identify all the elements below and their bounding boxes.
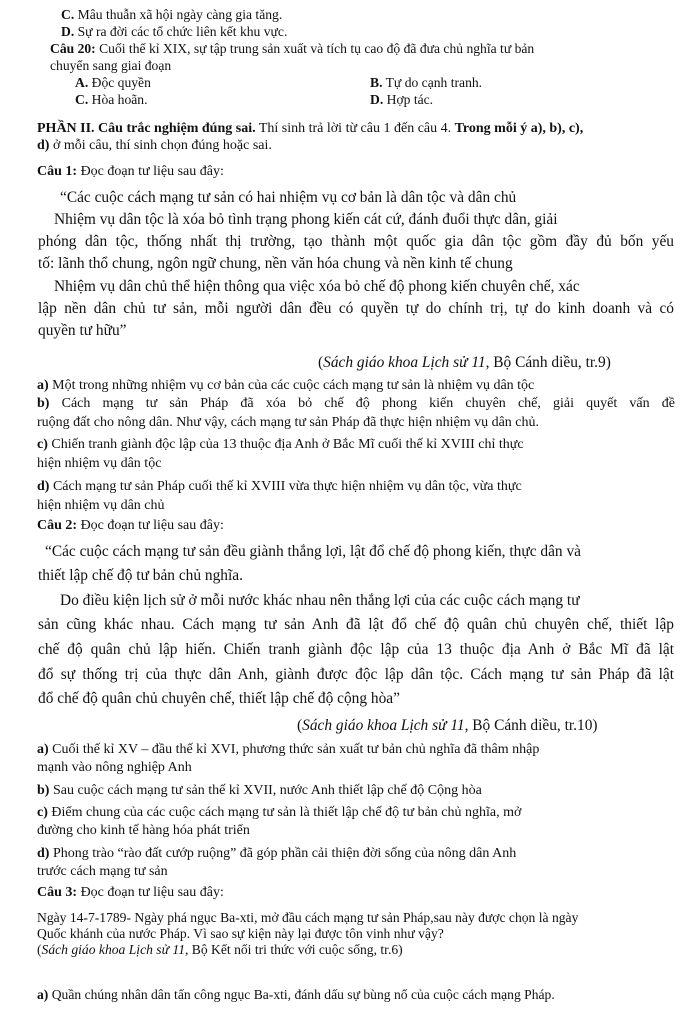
- s1-quote-p2-line3: tố: lãnh thổ chung, ngôn ngữ chung, nền văn hóa chung và nền kinh tế chung: [38, 255, 513, 272]
- s3-intro: Câu 3: Đọc đoạn tư liệu sau đây:: [37, 885, 224, 900]
- s1-statement-c-line2: hiện nhiệm vụ dân tộc: [37, 456, 162, 471]
- s3-statement-a: a) Quần chúng nhân dân tấn công ngục Ba-xti, đánh dấu sự bùng nổ của cuộc cách mạng Pháp.: [37, 987, 555, 1002]
- s2-statement-b: b) Sau cuộc cách mạng tư sản thế kỉ XVII, nước Anh thiết lập chế độ Cộng hòa: [37, 783, 482, 798]
- s1-quote-p2-line2: phóng dân tộc, thống nhất thị trường, tạo thành một quốc gia dân tộc gồm đầy đủ bốn yếu: [38, 233, 674, 250]
- s2-quote-p2-line4: đổ sự thống trị của thực dân Anh, giành được độc lập dân tộc. Cách mạng tư sản Pháp đã lật: [38, 666, 674, 683]
- s1-statement-d-line2: hiện nhiệm vụ dân chủ: [37, 498, 165, 513]
- s2-statement-d-line2: trước cách mạng tư sản: [37, 864, 168, 879]
- s1-intro: Câu 1: Đọc đoạn tư liệu sau đây:: [37, 164, 224, 179]
- s2-quote-p2-line5: đổ chế độ quân chủ chuyên chế, thiết lập chế độ cộng hòa”: [38, 690, 400, 707]
- s1-source: (Sách giáo khoa Lịch sử 11, Bộ Cánh diều, tr.9): [318, 354, 611, 371]
- q20-option-a: A. Độc quyền: [75, 75, 151, 90]
- s1-statement-b-line2: ruộng đất cho nông dân. Như vậy, cách mạng tư sản Pháp đã thực hiện nhiệm vụ dân chủ.: [37, 415, 540, 430]
- q20-option-d: D. Hợp tác.: [370, 92, 434, 107]
- s2-quote-p2-line3: chế độ quân chủ lập hiến. Chiến tranh giành độc lập của 13 thuộc địa Anh ở Bắc Mĩ đã lật: [38, 641, 674, 658]
- s1-quote-p3-line3: quyền tư hữu”: [38, 322, 127, 339]
- s2-statement-c-line2: đường cho kinh tế hàng hóa phát triển: [37, 823, 250, 838]
- s2-quote-p1-line1: “Các cuộc cách mạng tư sản đều giành thắng lợi, lật đổ chế độ phong kiến, thực dân và: [45, 543, 581, 560]
- q20-option-c: C. Hòa hoãn.: [75, 92, 148, 107]
- s1-quote-p2-line1: Nhiệm vụ dân tộc là xóa bỏ tình trạng phong kiến cát cứ, đánh đuổi thực dân, giải: [54, 211, 558, 228]
- part2-heading: PHẦN II. Câu trắc nghiệm đúng sai. Thí sinh trả lời từ câu 1 đến câu 4. Trong mỗi ý a), b), c),: [37, 121, 584, 136]
- q20-stem-line1: Câu 20: Cuối thế kỉ XIX, sự tập trung sản xuất và tích tụ cao độ đã đưa chủ nghĩa tư bản: [50, 41, 535, 56]
- s2-statement-a-line1: a) Cuối thế kỉ XV – đầu thế kỉ XVI, phương thức sản xuất tư bản chủ nghĩa đã thâm nhập: [37, 742, 540, 757]
- s3-source: (Sách giáo khoa Lịch sử 11, Bộ Kết nối tri thức với cuộc sống, tr.6): [37, 942, 403, 957]
- q20-option-b: B. Tự do cạnh tranh.: [370, 75, 483, 90]
- s2-quote-p1-line2: thiết lập chế độ tư bản chủ nghĩa.: [38, 567, 243, 584]
- s1-statement-c-line1: c) Chiến tranh giành độc lập của 13 thuộc địa Anh ở Bắc Mĩ cuối thế kỉ XVIII chỉ thực: [37, 437, 524, 452]
- s2-statement-d-line1: d) Phong trào “rào đất cướp ruộng” đã góp phần cải thiện đời sống của nông dân Anh: [37, 846, 517, 861]
- s2-statement-c-line1: c) Điểm chung của các cuộc cách mạng tư sản là thiết lập chế độ tư bản chủ nghĩa, mở: [37, 805, 522, 820]
- s1-statement-d-line1: d) Cách mạng tư sản Pháp cuối thế kỉ XVIII vừa thực hiện nhiệm vụ dân tộc, vừa thực: [37, 479, 522, 494]
- s1-quote-p3-line1: Nhiệm vụ dân chủ thể hiện thông qua việc xóa bỏ chế độ phong kiến chuyên chế, xác: [54, 278, 580, 295]
- s1-statement-a: a) Một trong những nhiệm vụ cơ bản của các cuộc cách mạng tư sản là nhiệm vụ dân tộc: [37, 378, 535, 393]
- s2-intro: Câu 2: Đọc đoạn tư liệu sau đây:: [37, 518, 224, 533]
- s2-quote-p2-line2: sản cũng khác nhau. Cách mạng tư sản Anh đã lật đổ chế độ quân chủ chuyên chế, thiết lập: [38, 616, 674, 633]
- s2-quote-p2-line1: Do điều kiện lịch sử ở mỗi nước khác nhau nên thắng lợi của các cuộc cách mạng tư: [60, 592, 580, 609]
- part2-heading-line2: d) ở mỗi câu, thí sinh chọn đúng hoặc sai.: [37, 138, 272, 153]
- s2-statement-a-line2: mạnh vào nông nghiệp Anh: [37, 760, 192, 775]
- q19-option-c: C. Mâu thuẫn xã hội ngày càng gia tăng.: [61, 7, 283, 22]
- s2-source: (Sách giáo khoa Lịch sử 11, Bộ Cánh diều, tr.10): [297, 717, 598, 734]
- s3-passage-line1: Ngày 14-7-1789- Ngày phá ngục Ba-xti, mở đầu cách mạng tư sản Pháp,sau này được chọn là ngày: [37, 910, 579, 925]
- q19-option-d: D. Sự ra đời các tổ chức liên kết khu vực.: [61, 24, 288, 39]
- s1-statement-b-line1: b) Cách mạng tư sản Pháp đã xóa bỏ chế độ phong kiến chuyên chế, giải quyết vấn đề: [37, 396, 675, 411]
- q20-stem-line2: chuyển sang giai đoạn: [50, 58, 172, 73]
- s3-passage-line2: Quốc khánh của nước Pháp. Vì sao sự kiện này lại được tôn vinh như vậy?: [37, 926, 444, 941]
- s1-quote-p1: “Các cuộc cách mạng tư sản có hai nhiệm vụ cơ bản là dân tộc và dân chủ: [60, 189, 517, 206]
- s1-quote-p3-line2: lập nền dân chủ tư sản, mỗi người dân đều có quyền tự do chính trị, tự do kinh doanh và có: [38, 300, 674, 317]
